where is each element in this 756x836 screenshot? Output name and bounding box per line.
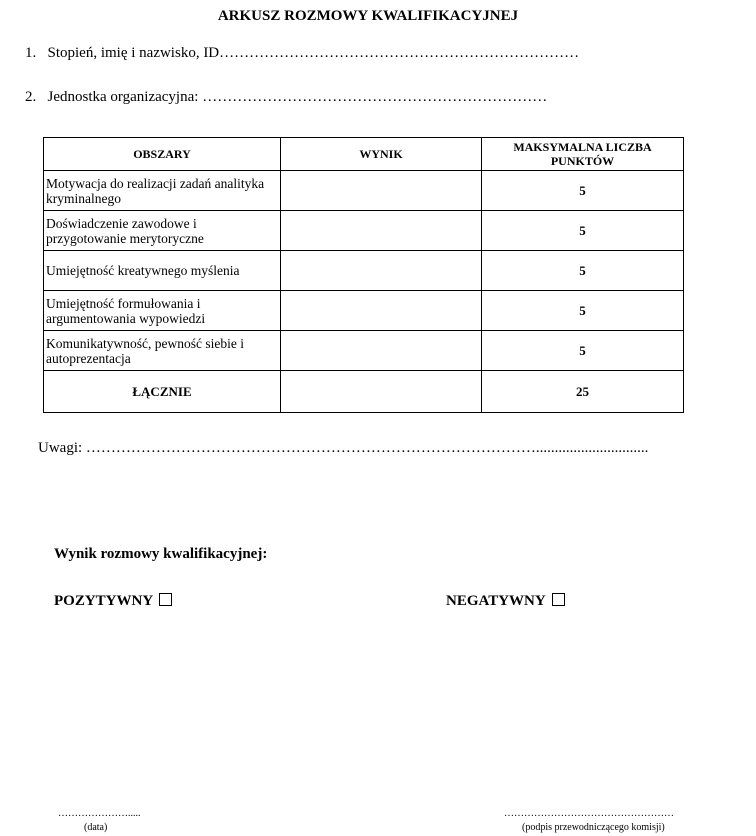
max-cell: 5 <box>482 171 684 211</box>
table-total-row <box>44 371 684 413</box>
total-max: 25 <box>482 371 684 413</box>
field-dots: …………………………………………………………… <box>202 89 548 105</box>
date-label: (data) <box>84 822 108 833</box>
area-cell: Komunikatywność, pewność siebie i autoprezentacja <box>44 331 281 371</box>
total-result-cell[interactable] <box>281 371 482 413</box>
field-dots: ……………………………………………………………… <box>219 45 580 61</box>
field-rank-name-id <box>25 45 579 62</box>
header-result: WYNIK <box>281 138 482 171</box>
max-cell: 5 <box>482 211 684 251</box>
outcome-heading: Wynik rozmowy kwalifikacyjnej: <box>54 546 268 562</box>
area-cell: Doświadczenie zawodowe i przygotowanie merytoryczne <box>44 211 281 251</box>
chair-signature-dots: …………………………………………… <box>504 808 674 819</box>
total-label: ŁĄCZNIE <box>44 371 281 413</box>
table-row <box>44 291 684 331</box>
result-cell[interactable] <box>281 211 482 251</box>
field-label: Stopień, imię i nazwisko, ID <box>47 45 220 61</box>
evaluation-table <box>43 137 684 413</box>
remarks-dots: ……………………………………………………………………………….............................. <box>85 440 649 456</box>
positive-label: POZYTYWNY <box>54 593 154 609</box>
field-organizational-unit <box>25 89 547 106</box>
result-cell[interactable] <box>281 251 482 291</box>
max-cell: 5 <box>482 291 684 331</box>
date-dots: …………………..... <box>58 808 141 819</box>
result-cell[interactable] <box>281 331 482 371</box>
result-cell[interactable] <box>281 171 482 211</box>
positive-checkbox[interactable] <box>159 593 172 606</box>
area-cell: Umiejętność formułowania i argumentowania wypowiedzi <box>44 291 281 331</box>
table-row <box>44 251 684 291</box>
table-row <box>44 331 684 371</box>
header-max-points: MAKSYMALNA LICZBA PUNKTÓW <box>482 138 684 171</box>
field-number: 1. <box>25 45 37 61</box>
remarks-label: Uwagi: <box>38 440 86 456</box>
outcome-negative <box>446 593 565 610</box>
result-cell[interactable] <box>281 291 482 331</box>
outcome-positive <box>54 593 172 610</box>
remarks-line <box>38 440 648 457</box>
max-cell: 5 <box>482 251 684 291</box>
header-areas: OBSZARY <box>44 138 281 171</box>
chair-signature-label: (podpis przewodniczącego komisji) <box>522 822 665 833</box>
field-number: 2. <box>25 89 37 105</box>
table-row <box>44 211 684 251</box>
table-row <box>44 171 684 211</box>
document-title: ARKUSZ ROZMOWY KWALIFIKACYJNEJ <box>217 8 519 24</box>
field-label: Jednostka organizacyjna: <box>47 89 203 105</box>
table-header-row <box>44 138 684 171</box>
negative-checkbox[interactable] <box>552 593 565 606</box>
negative-label: NEGATYWNY <box>446 593 546 609</box>
area-cell: Umiejętność kreatywnego myślenia <box>44 251 281 291</box>
area-cell: Motywacja do realizacji zadań analityka kryminalnego <box>44 171 281 211</box>
max-cell: 5 <box>482 331 684 371</box>
